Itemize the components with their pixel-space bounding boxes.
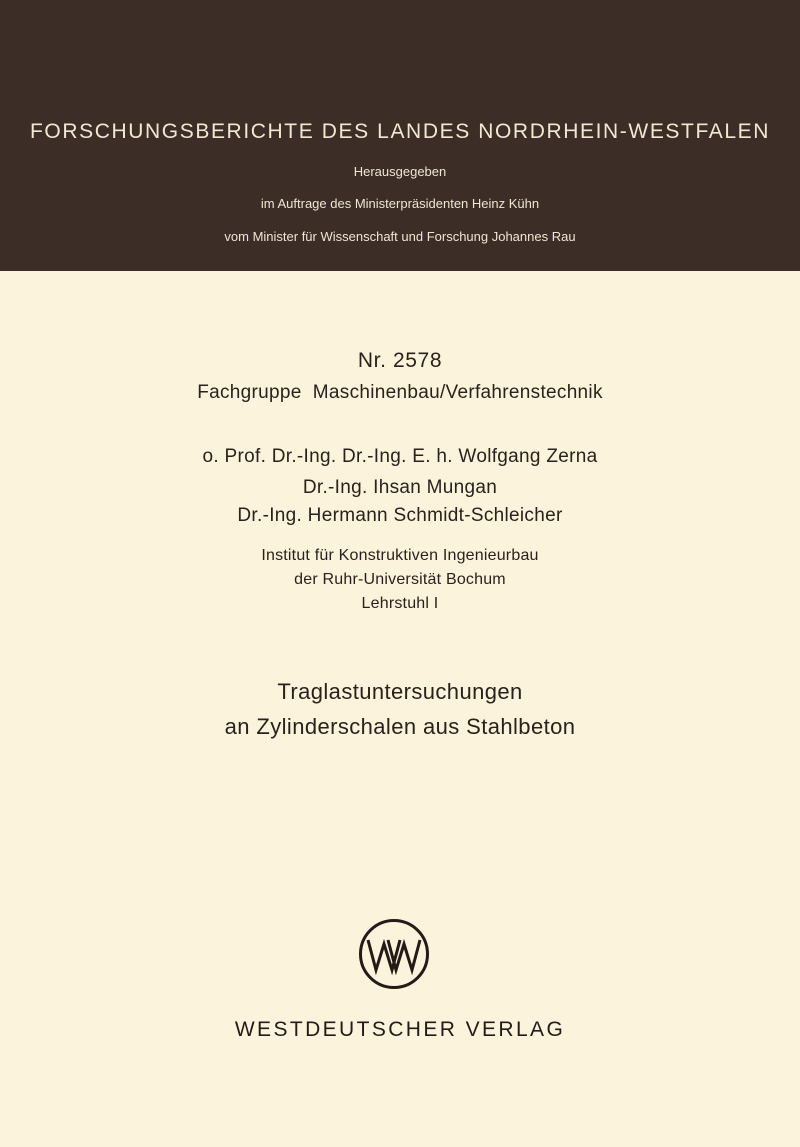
header-band: [0, 0, 800, 271]
editor-line-3: vom Minister für Wissenschaft und Forschung Johannes Rau: [224, 229, 576, 244]
book-title-line-1: Traglastuntersuchungen: [277, 679, 523, 704]
book-title-line-2: an Zylinderschalen aus Stahlbeton: [224, 714, 576, 739]
fachgruppe: Fachgruppe Maschinenbau/Verfahrenstechnik: [197, 382, 603, 403]
institute-line-3: Lehrstuhl I: [361, 595, 439, 612]
publisher-logo-icon: [358, 918, 430, 990]
report-number: Nr. 2578: [357, 349, 443, 372]
institute-line-2: der Ruhr-Universität Bochum: [294, 571, 506, 588]
author-2: Dr.-Ing. Ihsan Mungan: [302, 477, 498, 498]
author-1: o. Prof. Dr.-Ing. Dr.-Ing. E. h. Wolfgang Zerna: [202, 446, 598, 467]
publisher-name: WESTDEUTSCHER VERLAG: [234, 1018, 566, 1041]
editor-line-1: Herausgegeben: [353, 164, 447, 179]
institute-line-1: Institut für Konstruktiven Ingenieurbau: [261, 547, 539, 564]
editor-line-2: im Auftrage des Ministerpräsidenten Heinz Kühn: [260, 196, 540, 211]
series-title: FORSCHUNGSBERICHTE DES LANDES NORDRHEIN-WESTFALEN: [30, 120, 770, 143]
author-3: Dr.-Ing. Hermann Schmidt-Schleicher: [237, 505, 563, 526]
